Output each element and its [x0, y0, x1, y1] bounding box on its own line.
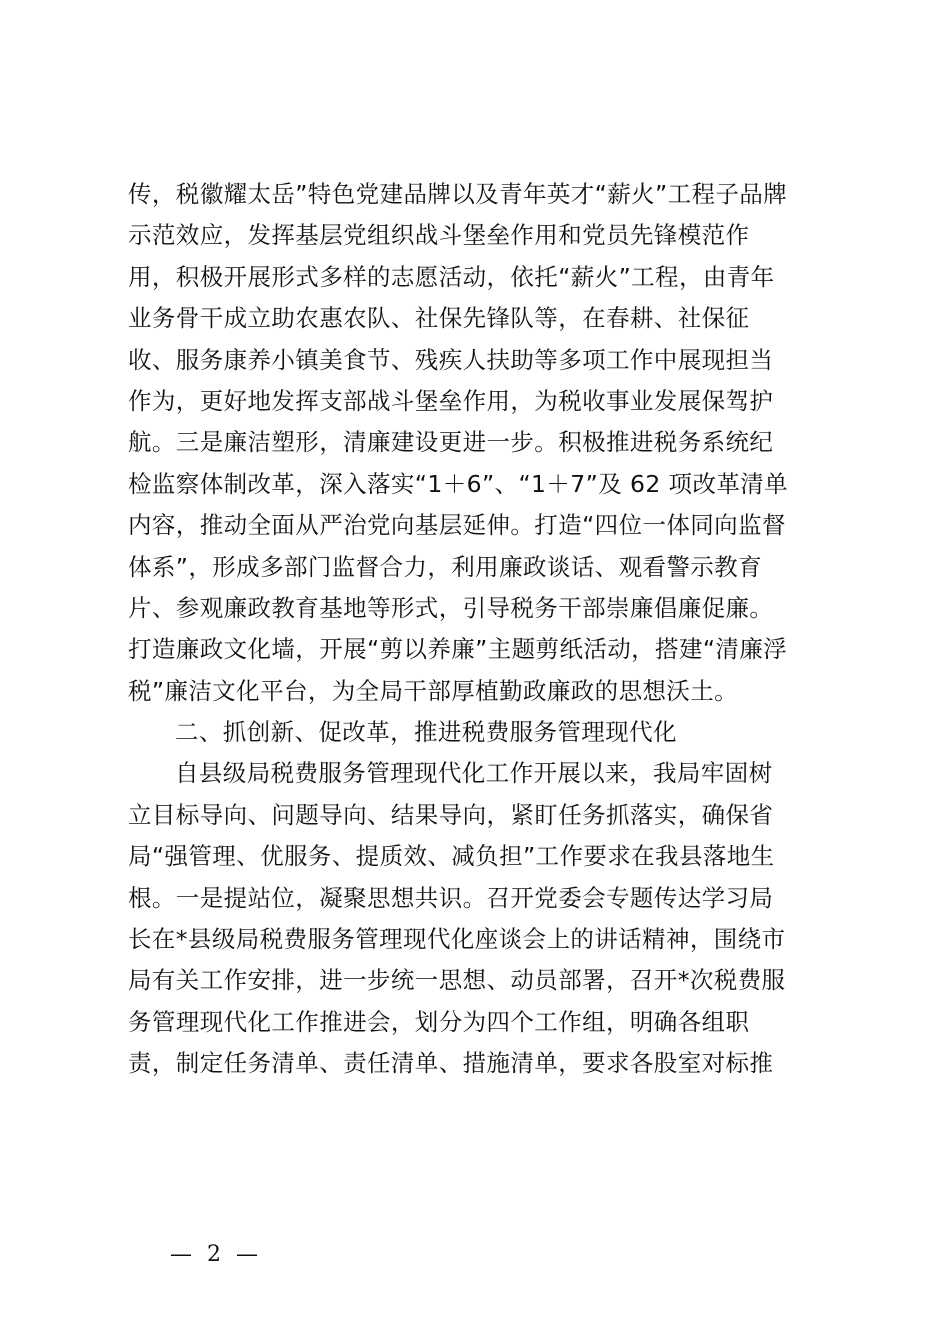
text-line: 收、服务康养小镇美食节、残疾人扶助等多项工作中展现担当 — [128, 345, 774, 374]
text-line: 局有关工作安排，进一步统一思想、动员部署，召开*次税费服 — [128, 966, 786, 995]
text-line: 责，制定任务清单、责任清单、措施清单，要求各股室对标推 — [128, 1049, 774, 1078]
paragraph-first-line: 自县级局税费服务管理现代化工作开展以来，我局牢固树 — [175, 759, 773, 788]
text-line: 业务骨干成立助农惠农队、社保先锋队等，在春耕、社保征 — [128, 304, 750, 333]
text-line: 航。三是廉洁塑形，清廉建设更进一步。积极推进税务系统纪 — [128, 428, 774, 457]
text-line: 打造廉政文化墙，开展“剪以养廉”主题剪纸活动，搭建“清廉浮 — [128, 635, 788, 664]
text-line: 用，积极开展形式多样的志愿活动，依托“薪火”工程，由青年 — [128, 262, 775, 291]
text-line: 长在*县级局税费服务管理现代化座谈会上的讲话精神，围绕市 — [128, 925, 786, 954]
text-line: 示范效应，发挥基层党组织战斗堡垒作用和党员先锋模范作 — [128, 221, 750, 250]
text-line: 内容，推动全面从严治党向基层延伸。打造“四位一体同向监督 — [128, 511, 786, 540]
text-line: 片、参观廉政教育基地等形式，引导税务干部崇廉倡廉促廉。 — [128, 593, 774, 622]
text-line: 务管理现代化工作推进会，划分为四个工作组，明确各组职 — [128, 1007, 750, 1036]
text-line: 立目标导向、问题导向、结果导向，紧盯任务抓落实，确保省 — [128, 800, 774, 829]
text-line: 体系”，形成多部门监督合力，利用廉政谈话、观看警示教育 — [128, 552, 762, 581]
section-heading: 二、抓创新、促改革，推进税费服务管理现代化 — [175, 718, 677, 747]
text-line: 检监察体制改革，深入落实“1＋6”、“1＋7”及 62 项改革清单 — [128, 469, 789, 498]
text-line: 作为，更好地发挥支部战斗堡垒作用，为税收事业发展保驾护 — [128, 386, 774, 415]
page-number: — 2 — — [170, 1242, 262, 1267]
text-line: 税”廉洁文化平台，为全局干部厚植勤政廉政的思想沃土。 — [128, 676, 739, 705]
body-text — [128, 174, 828, 1085]
text-line: 局“强管理、优服务、提质效、减负担”工作要求在我县落地生 — [128, 842, 775, 871]
text-line: 传，税徽耀太岳”特色党建品牌以及青年英才“薪火”工程子品牌 — [128, 180, 788, 208]
text-line: 根。一是提站位，凝聚思想共识。召开党委会专题传达学习局 — [128, 883, 774, 912]
